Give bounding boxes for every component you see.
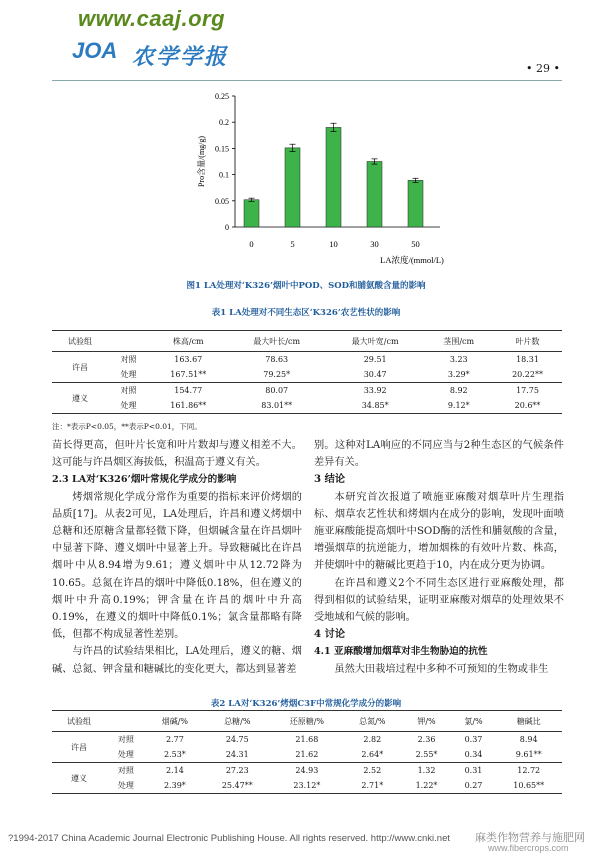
x-tick-label: 10 xyxy=(329,239,338,249)
column-header: 钾/% xyxy=(401,711,451,732)
table-2 xyxy=(52,710,562,794)
section-heading: 4 讨论 xyxy=(314,628,346,641)
x-tick-label: 0 xyxy=(249,239,254,249)
bar xyxy=(326,127,341,227)
table-row xyxy=(52,732,562,748)
table-cell: 25.47** xyxy=(204,778,271,794)
column-header: 最大叶长/cm xyxy=(227,331,325,352)
section-heading: 2.3 LA对‘K326’烟叶常规化学成分的影响 xyxy=(52,474,237,486)
y-tick-label: 0.2 xyxy=(219,118,229,128)
table-cell: 对照 xyxy=(117,735,134,744)
table-cell: 21.62 xyxy=(295,750,319,759)
table-cell: 0.27 xyxy=(452,778,496,794)
subsection-heading: 4.1 亚麻酸增加烟草对非生物胁迫的抗性 xyxy=(314,646,488,658)
section-heading: 3 结论 xyxy=(314,473,346,486)
table-1-caption: 表1 LA处理对不同生态区‘K326’农艺性状的影响 xyxy=(211,308,401,318)
table-cell: 163.67 xyxy=(174,355,203,364)
table-cell: 30.47 xyxy=(363,370,387,379)
paragraph: 本研究首次报道了喷施亚麻酸对烟草叶片生理指标、烟草农艺性状和烤烟内在成分的影响，发现叶面喷施亚麻酸能提高烟叶中SOD酶的活性和脯氨酸的含量，增强烟草的抗逆能力，增加烟株的有效叶片数、株高，并使烟叶中的糖碱比更趋于10，内在成分更为协调。 xyxy=(314,491,564,572)
table-row xyxy=(52,352,562,368)
column-header: 还原糖/% xyxy=(271,711,344,732)
column-header: 糖碱比 xyxy=(495,711,562,732)
table-cell: 处理 xyxy=(117,750,134,759)
table-cell: 24.31 xyxy=(225,750,249,759)
table-cell: 9.61** xyxy=(515,750,542,759)
table-cell: 78.63 xyxy=(265,355,289,364)
group-label: 许昌 xyxy=(72,362,88,372)
table-cell: 17.75 xyxy=(493,383,562,399)
column-header: 株高/cm xyxy=(149,331,227,352)
table-cell: 83.01** xyxy=(227,398,325,414)
journal-name: 农学学报 xyxy=(132,44,229,70)
table-cell: 对照 xyxy=(108,383,149,399)
table-row xyxy=(52,398,562,414)
table-cell: 29.51 xyxy=(363,355,387,364)
paragraph: 虽然大田栽培过程中多种不可预知的生物或非生 xyxy=(334,663,549,675)
column-header: 氯/% xyxy=(452,711,496,732)
left-column xyxy=(52,437,302,678)
table-cell: 2.53* xyxy=(163,750,186,759)
table-cell: 2.64* xyxy=(361,750,384,759)
table-cell: 对照 xyxy=(120,355,137,364)
table-cell: 79.25* xyxy=(263,370,291,379)
bar xyxy=(285,148,300,227)
table-cell: 21.68 xyxy=(295,735,319,744)
table-cell: 2.77 xyxy=(165,735,184,744)
right-column xyxy=(314,437,564,678)
table-cell: 处理 xyxy=(120,370,137,379)
table-cell: 23.12* xyxy=(271,778,344,794)
table-cell: 2.14 xyxy=(146,763,204,779)
column-header: 总氮/% xyxy=(343,711,401,732)
table-cell: 2.39* xyxy=(146,778,204,794)
paragraph: 苗长得更高，但叶片长宽和叶片数却与遵义相差不大。这可能与许昌烟区海拔低，积温高于遵义有关。 xyxy=(52,440,302,469)
copyright-footer: ?1994-2017 China Academic Journal Electronic Publishing House. All rights reserved. http://www.cnki.net xyxy=(8,833,450,844)
table-row xyxy=(52,383,562,399)
pro-content-bar-chart xyxy=(190,84,450,274)
bar xyxy=(408,180,423,227)
watermark-text: 麻类作物营养与施肥网 xyxy=(475,831,585,844)
table-cell: 0.37 xyxy=(464,735,483,744)
column-header xyxy=(108,331,149,352)
table-cell: 3.29* xyxy=(447,370,470,379)
figure-1-caption: 图1 LA处理对‘K326’烟叶中POD、SOD和脯氨酸含量的影响 xyxy=(186,281,426,291)
table-cell: 167.51** xyxy=(170,370,207,379)
table-cell: 24.75 xyxy=(225,735,249,744)
table-row xyxy=(52,747,562,763)
y-tick-label: 0.1 xyxy=(219,170,229,180)
table-cell: 27.23 xyxy=(204,763,271,779)
table-row xyxy=(52,367,562,383)
table-1 xyxy=(52,330,562,414)
table-row xyxy=(52,778,562,794)
table-cell: 1.22* xyxy=(401,778,451,794)
table-row xyxy=(52,763,562,779)
table-cell: 8.94 xyxy=(519,735,538,744)
table-cell: 2.36 xyxy=(417,735,436,744)
column-header: 烟碱/% xyxy=(146,711,204,732)
column-header xyxy=(106,711,146,732)
paragraph: 别。这种对LA响应的不同应当与2种生态区的气候条件差异有关。 xyxy=(314,440,564,469)
table-2-caption: 表2 LA对‘K326’烤烟C3F中常规化学成分的影响 xyxy=(210,699,402,709)
group-label: 遵义 xyxy=(52,763,106,794)
page-number: • 29 • xyxy=(526,62,560,75)
table-cell: 154.77 xyxy=(149,383,227,399)
journal-logo: JOA xyxy=(72,38,118,63)
table-cell: 12.72 xyxy=(495,763,562,779)
group-label: 许昌 xyxy=(71,742,88,752)
x-axis-label: LA浓度/(mmol/L) xyxy=(380,255,444,265)
paragraph: 与许昌的试验结果相比，LA处理后，遵义的糖、烟碱、总氮、钾含量和糖碱比的变化更大，都达到显著差 xyxy=(52,646,302,675)
paragraph: 烤烟常规化学成分常作为重要的指标来评价烤烟的品质[17]。从表2可见，LA处理后，许昌和遵义烤烟中总糖和还原糖含量都轻微下降，但烟碱含量在许昌烟叶中显著下降、遵义烟叶中显著上升。导致糖碱比在许昌烟叶中从8.94增为9.61；遵义烟叶中从12.72降为10.65。总氮在许昌的烟叶中降低0.18%，但在遵义的烟叶中升高0.19%；钾含量在许昌的烟叶中升高0.19%，在遵义的烟叶中降低0.1%；氯含量都略有降低，但都不构成显著性差别。 xyxy=(52,491,302,641)
table-cell: 2.55* xyxy=(415,750,438,759)
column-header: 试验组 xyxy=(52,331,108,352)
column-header: 茎围/cm xyxy=(424,331,493,352)
column-header: 试验组 xyxy=(52,711,106,732)
table-cell: 9.12* xyxy=(424,398,493,414)
y-tick-label: 0.05 xyxy=(215,196,229,206)
y-axis-label: Pro含量/(mg/g) xyxy=(197,135,206,188)
table-cell: 2.71* xyxy=(343,778,401,794)
table-cell: 20.22** xyxy=(512,370,543,379)
table-cell: 处理 xyxy=(108,398,149,414)
header-rule xyxy=(52,80,562,81)
table-cell: 2.82 xyxy=(363,735,382,744)
table-cell: 对照 xyxy=(106,763,146,779)
table-cell: 2.52 xyxy=(343,763,401,779)
paragraph: 在许昌和遵义2个不同生态区进行亚麻酸处理，都得到相似的试验结果，证明亚麻酸对烟草的处理效果不受地域和气候的影响。 xyxy=(314,577,564,624)
table-cell: 34.85* xyxy=(326,398,424,414)
column-header: 最大叶宽/cm xyxy=(326,331,424,352)
bar xyxy=(244,200,259,227)
table-cell: 33.92 xyxy=(326,383,424,399)
column-header: 总糖/% xyxy=(204,711,271,732)
x-tick-label: 5 xyxy=(290,239,295,249)
table-cell: 10.65** xyxy=(495,778,562,794)
table-cell: 80.07 xyxy=(227,383,325,399)
table-cell: 18.31 xyxy=(516,355,539,364)
table-cell: 8.92 xyxy=(424,383,493,399)
table-cell: 1.32 xyxy=(401,763,451,779)
column-header: 叶片数 xyxy=(493,331,562,352)
table-1-note: 注：*表示P<0.05，**表示P<0.01，下同。 xyxy=(52,422,202,431)
watermark-url: www.fibercrops.com xyxy=(488,843,569,853)
table-cell: 24.93 xyxy=(271,763,344,779)
x-tick-label: 50 xyxy=(411,239,420,249)
journal-url: www.caaj.org xyxy=(78,6,226,31)
y-tick-label: 0.15 xyxy=(215,144,229,154)
y-tick-label: 0 xyxy=(225,223,229,232)
y-tick-label: 0.25 xyxy=(215,92,229,101)
group-label: 遵义 xyxy=(52,383,108,414)
table-cell: 0.31 xyxy=(452,763,496,779)
table-cell: 161.86** xyxy=(149,398,227,414)
x-tick-label: 30 xyxy=(370,239,379,249)
table-cell: 3.23 xyxy=(449,355,468,364)
table-cell: 处理 xyxy=(106,778,146,794)
bar xyxy=(367,162,382,228)
table-cell: 20.6** xyxy=(493,398,562,414)
table-cell: 0.34 xyxy=(464,750,483,759)
